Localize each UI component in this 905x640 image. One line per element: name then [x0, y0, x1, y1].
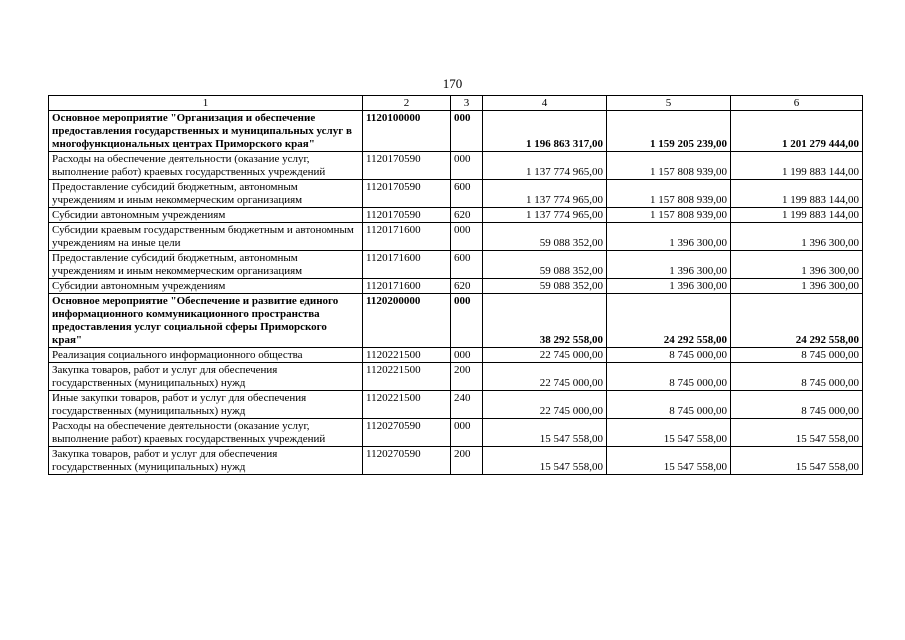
row-amount-year3-cell: 1 199 883 144,00 [731, 180, 863, 208]
row-amount-year3-cell: 1 201 279 444,00 [731, 111, 863, 152]
header-cell-2: 2 [363, 96, 451, 111]
row-name-cell: Закупка товаров, работ и услуг для обеспечения государственных (муниципальных) нужд [49, 447, 363, 475]
row-expense-type-cell: 620 [451, 208, 483, 223]
row-amount-year2-cell: 8 745 000,00 [607, 348, 731, 363]
row-amount-year2-cell: 8 745 000,00 [607, 363, 731, 391]
row-code-cell: 1120170590 [363, 152, 451, 180]
row-name-cell: Предоставление субсидий бюджетным, автономным учреждениям и иным некоммерческим организациям [49, 180, 363, 208]
row-amount-year3-cell: 1 199 883 144,00 [731, 208, 863, 223]
row-amount-year2-cell: 8 745 000,00 [607, 391, 731, 419]
row-code-cell: 1120170590 [363, 180, 451, 208]
table-row [49, 294, 863, 348]
row-code-cell: 1120171600 [363, 223, 451, 251]
table-row [49, 208, 863, 223]
row-code-cell: 1120221500 [363, 391, 451, 419]
table-row [49, 279, 863, 294]
row-amount-year1-cell: 1 137 774 965,00 [483, 180, 607, 208]
row-amount-year1-cell: 1 137 774 965,00 [483, 152, 607, 180]
page-number: 170 [442, 76, 463, 91]
table-row [49, 447, 863, 475]
row-amount-year1-cell: 59 088 352,00 [483, 251, 607, 279]
table-row [49, 251, 863, 279]
row-amount-year1-cell: 15 547 558,00 [483, 447, 607, 475]
table-row [49, 152, 863, 180]
row-amount-year1-cell: 22 745 000,00 [483, 348, 607, 363]
row-amount-year3-cell: 1 396 300,00 [731, 223, 863, 251]
row-expense-type-cell: 200 [451, 447, 483, 475]
row-amount-year1-cell: 59 088 352,00 [483, 223, 607, 251]
row-code-cell: 1120200000 [363, 294, 451, 348]
row-code-cell: 1120171600 [363, 251, 451, 279]
row-amount-year3-cell: 15 547 558,00 [731, 419, 863, 447]
table-row [49, 419, 863, 447]
row-name-cell: Субсидии автономным учреждениям [49, 279, 363, 294]
row-name-cell: Субсидии автономным учреждениям [49, 208, 363, 223]
table-row [49, 348, 863, 363]
row-amount-year3-cell: 8 745 000,00 [731, 348, 863, 363]
row-name-cell: Предоставление субсидий бюджетным, автономным учреждениям и иным некоммерческим организациям [49, 251, 363, 279]
table-row [49, 363, 863, 391]
row-code-cell: 1120270590 [363, 419, 451, 447]
header-cell-1: 1 [49, 96, 363, 111]
row-expense-type-cell: 620 [451, 279, 483, 294]
table-header-row [49, 96, 863, 111]
row-name-cell: Основное мероприятие "Обеспечение и развитие единого информационного коммуникационного пространства предоставления услуг социальной сферы Приморского края" [49, 294, 363, 348]
row-amount-year2-cell: 1 396 300,00 [607, 223, 731, 251]
row-expense-type-cell: 000 [451, 223, 483, 251]
row-amount-year3-cell: 24 292 558,00 [731, 294, 863, 348]
header-cell-4: 4 [483, 96, 607, 111]
row-expense-type-cell: 600 [451, 251, 483, 279]
table-body [49, 96, 863, 475]
row-name-cell: Реализация социального информационного общества [49, 348, 363, 363]
row-amount-year1-cell: 38 292 558,00 [483, 294, 607, 348]
table-row [49, 180, 863, 208]
row-name-cell: Расходы на обеспечение деятельности (оказание услуг, выполнение работ) краевых государственных учреждений [49, 419, 363, 447]
row-amount-year1-cell: 1 196 863 317,00 [483, 111, 607, 152]
row-amount-year1-cell: 59 088 352,00 [483, 279, 607, 294]
row-expense-type-cell: 000 [451, 111, 483, 152]
row-amount-year3-cell: 8 745 000,00 [731, 391, 863, 419]
row-amount-year2-cell: 24 292 558,00 [607, 294, 731, 348]
row-amount-year3-cell: 1 396 300,00 [731, 279, 863, 294]
row-amount-year2-cell: 1 157 808 939,00 [607, 152, 731, 180]
row-amount-year1-cell: 22 745 000,00 [483, 391, 607, 419]
row-expense-type-cell: 240 [451, 391, 483, 419]
row-amount-year2-cell: 1 396 300,00 [607, 251, 731, 279]
row-amount-year1-cell: 22 745 000,00 [483, 363, 607, 391]
table-row [49, 391, 863, 419]
row-expense-type-cell: 000 [451, 348, 483, 363]
row-code-cell: 1120221500 [363, 363, 451, 391]
row-expense-type-cell: 600 [451, 180, 483, 208]
row-name-cell: Субсидии краевым государственным бюджетным и автономным учреждениям на иные цели [49, 223, 363, 251]
row-amount-year2-cell: 1 396 300,00 [607, 279, 731, 294]
row-name-cell: Основное мероприятие "Организация и обеспечение предоставления государственных и муниципальных услуг в многофункциональных центрах Приморского края" [49, 111, 363, 152]
header-cell-6: 6 [731, 96, 863, 111]
table-row [49, 111, 863, 152]
row-amount-year2-cell: 15 547 558,00 [607, 419, 731, 447]
row-amount-year1-cell: 1 137 774 965,00 [483, 208, 607, 223]
row-code-cell: 1120221500 [363, 348, 451, 363]
row-code-cell: 1120270590 [363, 447, 451, 475]
row-amount-year2-cell: 1 157 808 939,00 [607, 208, 731, 223]
header-cell-5: 5 [607, 96, 731, 111]
row-amount-year3-cell: 1 199 883 144,00 [731, 152, 863, 180]
row-name-cell: Иные закупки товаров, работ и услуг для обеспечения государственных (муниципальных) нужд [49, 391, 363, 419]
header-cell-3: 3 [451, 96, 483, 111]
row-amount-year3-cell: 15 547 558,00 [731, 447, 863, 475]
budget-table [48, 95, 863, 475]
row-code-cell: 1120100000 [363, 111, 451, 152]
row-expense-type-cell: 000 [451, 294, 483, 348]
row-amount-year3-cell: 1 396 300,00 [731, 251, 863, 279]
row-expense-type-cell: 000 [451, 152, 483, 180]
row-amount-year2-cell: 1 157 808 939,00 [607, 180, 731, 208]
row-expense-type-cell: 000 [451, 419, 483, 447]
row-code-cell: 1120171600 [363, 279, 451, 294]
row-amount-year2-cell: 15 547 558,00 [607, 447, 731, 475]
row-amount-year1-cell: 15 547 558,00 [483, 419, 607, 447]
row-expense-type-cell: 200 [451, 363, 483, 391]
table-row [49, 223, 863, 251]
row-amount-year3-cell: 8 745 000,00 [731, 363, 863, 391]
row-name-cell: Закупка товаров, работ и услуг для обеспечения государственных (муниципальных) нужд [49, 363, 363, 391]
row-amount-year2-cell: 1 159 205 239,00 [607, 111, 731, 152]
row-code-cell: 1120170590 [363, 208, 451, 223]
row-name-cell: Расходы на обеспечение деятельности (оказание услуг, выполнение работ) краевых государственных учреждений [49, 152, 363, 180]
